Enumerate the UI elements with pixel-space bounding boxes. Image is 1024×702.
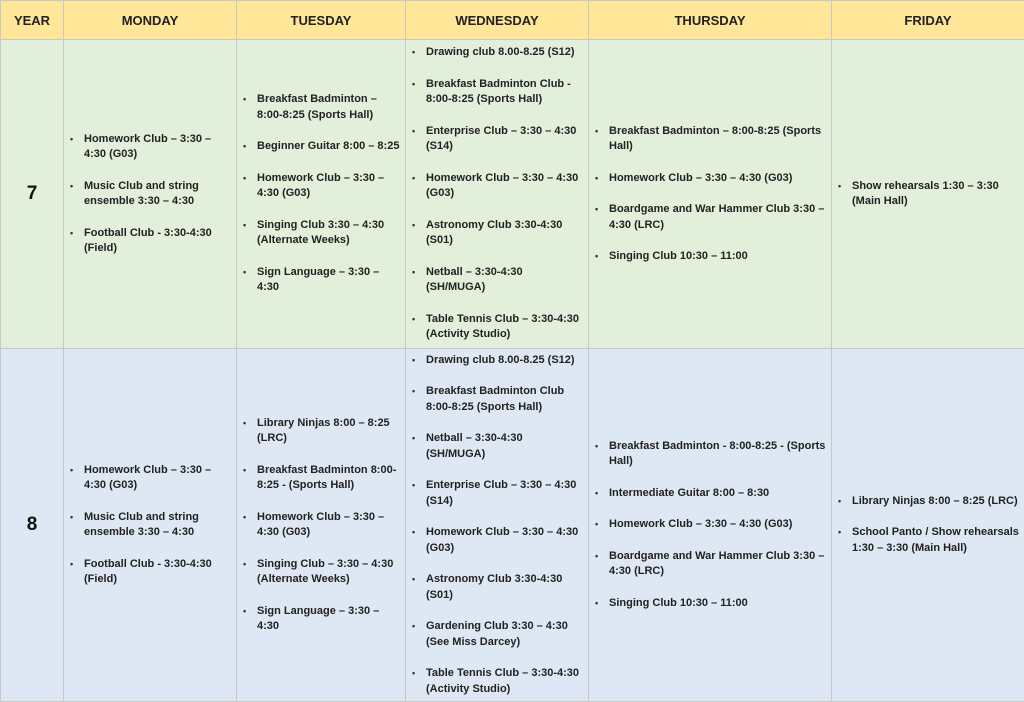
year-label: 7 <box>1 40 64 349</box>
activity-item: • Intermediate Guitar 8:00 – 8:30 <box>609 486 827 502</box>
monday-cell <box>64 349 237 702</box>
activity-item: • Breakfast Badminton Club 8:00-8:25 (Sports Hall) <box>426 384 584 415</box>
header-wednesday: WEDNESDAY <box>406 1 589 40</box>
activity-item: • Drawing club 8.00-8.25 (S12) <box>426 353 584 369</box>
tuesday-cell <box>237 349 406 702</box>
activity-item: • Table Tennis Club – 3:30-4:30 (Activity Studio) <box>426 312 584 343</box>
thursday-cell <box>589 40 832 349</box>
activity-item: • Enterprise Club – 3:30 – 4:30 (S14) <box>426 124 584 155</box>
activity-item: • Singing Club 10:30 – 11:00 <box>609 596 827 612</box>
activity-list <box>589 439 831 612</box>
friday-cell <box>832 349 1024 702</box>
activity-item: • Homework Club – 3:30 – 4:30 (G03) <box>257 171 401 202</box>
activity-item: • Sign Language – 3:30 – 4:30 <box>257 604 401 635</box>
activity-item: • Netball – 3:30-4:30 (SH/MUGA) <box>426 431 584 462</box>
activity-item: • School Panto / Show rehearsals 1:30 – 3:30 (Main Hall) <box>852 525 1020 556</box>
activity-list <box>406 353 588 698</box>
thursday-cell <box>589 349 832 702</box>
activity-item: • Homework Club – 3:30 – 4:30 (G03) <box>84 463 232 494</box>
activity-item: • Football Club - 3:30-4:30 (Field) <box>84 557 232 588</box>
activity-item: • Homework Club – 3:30 – 4:30 (G03) <box>257 510 401 541</box>
monday-cell <box>64 40 237 349</box>
activity-item: • Boardgame and War Hammer Club 3:30 – 4:30 (LRC) <box>609 202 827 233</box>
activity-item: • Singing Club – 3:30 – 4:30 (Alternate Weeks) <box>257 557 401 588</box>
activity-item: • Music Club and string ensemble 3:30 – 4:30 <box>84 510 232 541</box>
activity-item: • Music Club and string ensemble 3:30 – 4:30 <box>84 179 232 210</box>
activity-list <box>832 494 1024 557</box>
activity-item: • Football Club - 3:30-4:30 (Field) <box>84 226 232 257</box>
activity-item: • Library Ninjas 8:00 – 8:25 (LRC) <box>257 416 401 447</box>
activity-list <box>64 463 236 588</box>
activity-item: • Sign Language – 3:30 – 4:30 <box>257 265 401 296</box>
activity-item: • Gardening Club 3:30 – 4:30 (See Miss Darcey) <box>426 619 584 650</box>
tuesday-cell <box>237 40 406 349</box>
activity-item: • Table Tennis Club – 3:30-4:30 (Activity Studio) <box>426 666 584 697</box>
friday-cell <box>832 40 1024 349</box>
wednesday-cell <box>406 349 589 702</box>
activity-item: • Breakfast Badminton - 8:00-8:25 - (Sports Hall) <box>609 439 827 470</box>
activity-list <box>237 92 405 296</box>
activity-item: • Singing Club 10:30 – 11:00 <box>609 249 827 265</box>
year-8-row <box>1 349 1024 702</box>
activity-item: • Boardgame and War Hammer Club 3:30 – 4:30 (LRC) <box>609 549 827 580</box>
activity-list <box>832 179 1024 210</box>
year-label: 8 <box>1 349 64 702</box>
header-year: YEAR <box>1 1 64 40</box>
activity-item: • Netball – 3:30-4:30 (SH/MUGA) <box>426 265 584 296</box>
activity-list <box>589 124 831 265</box>
activity-list <box>406 45 588 343</box>
activity-item: • Homework Club – 3:30 – 4:30 (G03) <box>426 171 584 202</box>
activity-list <box>237 416 405 635</box>
activity-item: • Homework Club – 3:30 – 4:30 (G03) <box>609 517 827 533</box>
activity-item: • Breakfast Badminton Club - 8:00-8:25 (Sports Hall) <box>426 77 584 108</box>
wednesday-cell <box>406 40 589 349</box>
year-7-row <box>1 40 1024 349</box>
activity-item: • Homework Club – 3:30 – 4:30 (G03) <box>609 171 827 187</box>
header-thursday: THURSDAY <box>589 1 832 40</box>
activity-item: • Drawing club 8.00-8.25 (S12) <box>426 45 584 61</box>
header-friday: FRIDAY <box>832 1 1024 40</box>
header-tuesday: TUESDAY <box>237 1 406 40</box>
activity-item: • Breakfast Badminton – 8:00-8:25 (Sports Hall) <box>609 124 827 155</box>
activity-item: • Astronomy Club 3:30-4:30 (S01) <box>426 218 584 249</box>
activity-list <box>64 132 236 257</box>
header-row <box>1 1 1024 40</box>
activity-item: • Enterprise Club – 3:30 – 4:30 (S14) <box>426 478 584 509</box>
activity-item: • Singing Club 3:30 – 4:30 (Alternate Weeks) <box>257 218 401 249</box>
activity-item: • Breakfast Badminton 8:00-8:25 - (Sports Hall) <box>257 463 401 494</box>
activity-item: • Astronomy Club 3:30-4:30 (S01) <box>426 572 584 603</box>
header-monday: MONDAY <box>64 1 237 40</box>
activity-item: • Homework Club – 3:30 – 4:30 (G03) <box>426 525 584 556</box>
activity-item: • Beginner Guitar 8:00 – 8:25 <box>257 139 401 155</box>
activity-item: • Show rehearsals 1:30 – 3:30 (Main Hall) <box>852 179 1020 210</box>
activity-item: • Homework Club – 3:30 – 4:30 (G03) <box>84 132 232 163</box>
activity-item: • Library Ninjas 8:00 – 8:25 (LRC) <box>852 494 1020 510</box>
activity-item: • Breakfast Badminton – 8:00-8:25 (Sports Hall) <box>257 92 401 123</box>
